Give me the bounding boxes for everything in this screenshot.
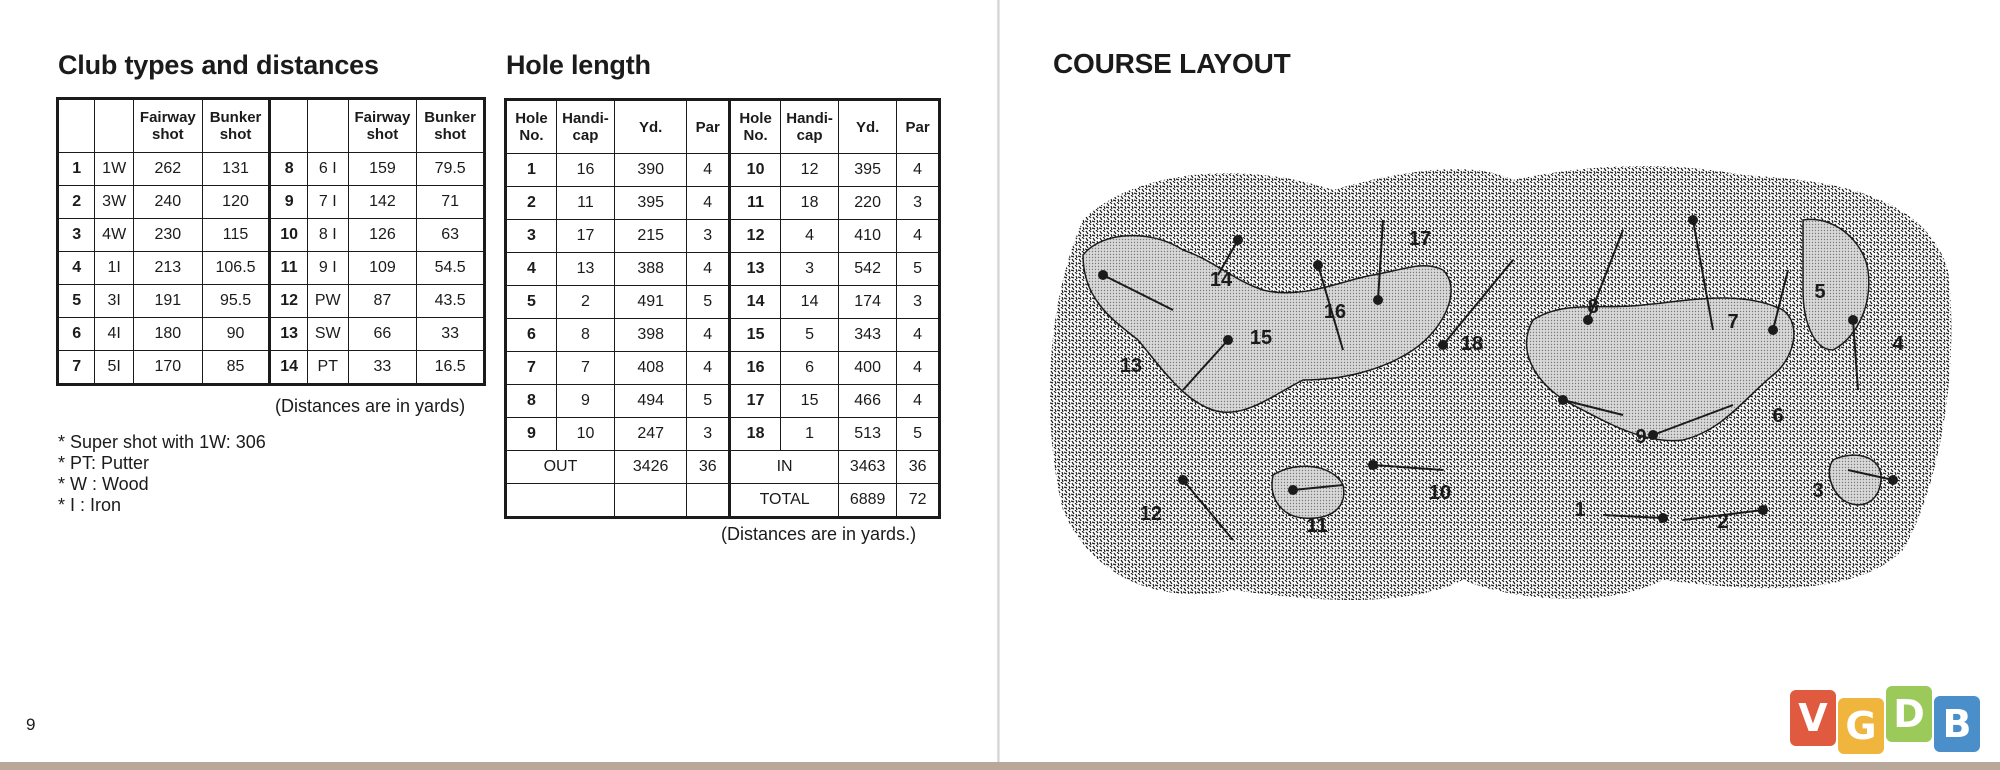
table-cell: 4	[687, 187, 730, 220]
table-cell: 16.5	[417, 351, 485, 385]
table-cell: PT	[307, 351, 348, 385]
table-cell: 1W	[95, 153, 134, 186]
table-cell: 95.5	[202, 285, 270, 318]
total-yardage: 6889	[839, 484, 897, 518]
table-cell: 12	[781, 154, 839, 187]
table-cell: 14	[781, 286, 839, 319]
footnote: * Super shot with 1W: 306	[58, 432, 266, 452]
table-cell: 3	[687, 418, 730, 451]
table-cell: 2	[506, 187, 557, 220]
table-cell: 7	[506, 352, 557, 385]
table-cell: 5	[781, 319, 839, 352]
table-cell: 10	[730, 154, 781, 187]
table-cell: 13	[270, 318, 308, 351]
hole-label: 2	[1717, 511, 1729, 533]
table-header	[95, 99, 134, 153]
table-header	[58, 99, 95, 153]
table-cell: 4	[897, 385, 940, 418]
total-label: TOTAL	[730, 484, 839, 518]
table-cell: 3	[781, 253, 839, 286]
hole-label: 4	[1892, 333, 1904, 355]
table-cell: 8	[270, 153, 308, 186]
table-cell: 390	[615, 154, 687, 187]
table-cell: 3	[687, 220, 730, 253]
table-cell: 4	[897, 154, 940, 187]
club-table-body	[58, 153, 485, 385]
table-header: Hole No.	[730, 100, 781, 154]
club-distance-table	[56, 97, 486, 386]
empty-cell	[687, 484, 730, 518]
table-row	[58, 186, 485, 219]
page-number: 9	[26, 715, 36, 734]
table-cell: 18	[781, 187, 839, 220]
table-row	[58, 153, 485, 186]
empty-cell	[506, 484, 615, 518]
table-cell: 5	[897, 253, 940, 286]
table-cell: 115	[202, 219, 270, 252]
table-row	[506, 352, 940, 385]
in-par: 36	[897, 451, 940, 484]
table-cell: 11	[270, 252, 308, 285]
table-row	[506, 451, 940, 484]
table-cell: 180	[134, 318, 203, 351]
table-cell: 17	[556, 220, 614, 253]
table-cell: 142	[348, 186, 417, 219]
hole-distance-note: (Distances are in yards.)	[721, 524, 917, 544]
table-cell: 126	[348, 219, 417, 252]
table-cell: SW	[307, 318, 348, 351]
table-cell: 542	[839, 253, 897, 286]
fairway-south	[1272, 466, 1344, 518]
table-cell: 90	[202, 318, 270, 351]
table-cell: 4W	[95, 219, 134, 252]
table-cell: 4	[897, 319, 940, 352]
table-cell: 131	[202, 153, 270, 186]
table-header: Bunker shot	[202, 99, 270, 153]
table-cell: 4	[897, 352, 940, 385]
table-cell: 12	[270, 285, 308, 318]
in-label: IN	[730, 451, 839, 484]
table-header	[307, 99, 348, 153]
table-cell: 4I	[95, 318, 134, 351]
table-row	[58, 252, 485, 285]
table-cell: 395	[839, 154, 897, 187]
table-cell: 400	[839, 352, 897, 385]
table-row	[506, 286, 940, 319]
table-row	[506, 154, 940, 187]
table-cell: 12	[730, 220, 781, 253]
table-cell: 1	[506, 154, 557, 187]
table-cell: 18	[730, 418, 781, 451]
table-header: Par	[687, 100, 730, 154]
table-cell: 4	[687, 154, 730, 187]
hole-label: 3	[1812, 480, 1824, 502]
hole-label: 14	[1209, 269, 1233, 291]
table-header: Yd.	[615, 100, 687, 154]
table-cell: 2	[556, 286, 614, 319]
table-cell: 85	[202, 351, 270, 385]
table-row	[58, 285, 485, 318]
table-cell: 9 I	[307, 252, 348, 285]
table-cell: 7	[556, 352, 614, 385]
hole-label: 17	[1408, 228, 1432, 250]
table-cell: 9	[506, 418, 557, 451]
table-cell: 4	[506, 253, 557, 286]
table-cell: 5	[687, 385, 730, 418]
table-cell: 159	[348, 153, 417, 186]
table-cell: 33	[417, 318, 485, 351]
table-cell: 4	[897, 220, 940, 253]
table-cell: 6 I	[307, 153, 348, 186]
table-cell: 215	[615, 220, 687, 253]
table-cell: 213	[134, 252, 203, 285]
table-header: Hole No.	[506, 100, 557, 154]
table-row	[506, 253, 940, 286]
table-header: Handi-cap	[781, 100, 839, 154]
table-cell: 262	[134, 153, 203, 186]
table-cell: 43.5	[417, 285, 485, 318]
table-cell: 466	[839, 385, 897, 418]
table-cell: 6	[781, 352, 839, 385]
table-cell: 79.5	[417, 153, 485, 186]
table-cell: 170	[134, 351, 203, 385]
table-cell: 230	[134, 219, 203, 252]
hole-label: 13	[1119, 355, 1143, 377]
hole-label: 12	[1139, 503, 1163, 525]
left-page	[0, 0, 998, 770]
table-cell: 1I	[95, 252, 134, 285]
table-cell: 10	[270, 219, 308, 252]
table-cell: 5	[58, 285, 95, 318]
table-cell: 6	[58, 318, 95, 351]
table-cell: 71	[417, 186, 485, 219]
table-cell: 14	[270, 351, 308, 385]
hole-label: 9	[1635, 426, 1647, 448]
footnote: * I : Iron	[58, 495, 122, 515]
table-header: Par	[897, 100, 940, 154]
table-cell: 2	[58, 186, 95, 219]
hole-table-header-row	[506, 100, 940, 154]
table-row	[58, 318, 485, 351]
table-cell: 395	[615, 187, 687, 220]
table-cell: 491	[615, 286, 687, 319]
table-cell: 5	[687, 286, 730, 319]
table-cell: 6	[506, 319, 557, 352]
vgdb-watermark-logo	[1790, 684, 1990, 754]
watermark-letter: G	[1838, 698, 1884, 754]
table-header: Yd.	[839, 100, 897, 154]
table-cell: 494	[615, 385, 687, 418]
table-header: Bunker shot	[417, 99, 485, 153]
hole-label: 11	[1306, 515, 1328, 537]
table-cell: 120	[202, 186, 270, 219]
page-bottom-edge	[0, 762, 2000, 770]
table-cell: 4	[58, 252, 95, 285]
table-row	[506, 319, 940, 352]
table-cell: 33	[348, 351, 417, 385]
total-par: 72	[897, 484, 940, 518]
table-cell: 8 I	[307, 219, 348, 252]
table-cell: 11	[730, 187, 781, 220]
table-row	[506, 385, 940, 418]
table-cell: 13	[556, 253, 614, 286]
course-layout-heading: COURSE LAYOUT	[1053, 48, 1291, 79]
table-cell: 4	[781, 220, 839, 253]
hole-label: 16	[1323, 301, 1347, 323]
hole-label: 6	[1772, 405, 1784, 427]
table-cell: 16	[556, 154, 614, 187]
table-cell: 54.5	[417, 252, 485, 285]
table-cell: 343	[839, 319, 897, 352]
table-cell: 87	[348, 285, 417, 318]
table-cell: 5	[897, 418, 940, 451]
watermark-letter: B	[1934, 696, 1980, 752]
table-cell: 4	[687, 319, 730, 352]
out-par: 36	[687, 451, 730, 484]
table-cell: 410	[839, 220, 897, 253]
table-cell: 174	[839, 286, 897, 319]
table-cell: 513	[839, 418, 897, 451]
empty-cell	[615, 484, 687, 518]
hole-length-table	[504, 98, 941, 519]
hole-label: 18	[1460, 333, 1484, 355]
hole-table-body	[506, 154, 940, 451]
table-cell: 247	[615, 418, 687, 451]
table-cell: 9	[556, 385, 614, 418]
table-row	[506, 220, 940, 253]
table-row	[506, 187, 940, 220]
table-cell: 8	[556, 319, 614, 352]
table-cell: PW	[307, 285, 348, 318]
table-cell: 191	[134, 285, 203, 318]
table-cell: 11	[556, 187, 614, 220]
table-row	[506, 418, 940, 451]
table-header: Fairway shot	[134, 99, 203, 153]
table-cell: 3	[897, 187, 940, 220]
table-cell: 1	[58, 153, 95, 186]
in-yardage: 3463	[839, 451, 897, 484]
hole-label: 8	[1587, 296, 1599, 318]
table-cell: 5I	[95, 351, 134, 385]
table-cell: 398	[615, 319, 687, 352]
table-cell: 220	[839, 187, 897, 220]
footnote: * W : Wood	[58, 474, 149, 494]
table-cell: 3	[897, 286, 940, 319]
table-row	[58, 351, 485, 385]
table-row	[58, 219, 485, 252]
table-cell: 17	[730, 385, 781, 418]
table-cell: 66	[348, 318, 417, 351]
table-cell: 106.5	[202, 252, 270, 285]
club-distance-note: (Distances are in yards)	[275, 396, 466, 416]
table-cell: 1	[781, 418, 839, 451]
table-header	[270, 99, 308, 153]
table-cell: 5	[506, 286, 557, 319]
club-types-heading: Club types and distances	[58, 50, 379, 80]
table-cell: 3I	[95, 285, 134, 318]
club-table-header-row	[58, 99, 485, 153]
out-label: OUT	[506, 451, 615, 484]
table-cell: 9	[270, 186, 308, 219]
watermark-letter: D	[1886, 686, 1932, 742]
table-cell: 7	[58, 351, 95, 385]
table-cell: 14	[730, 286, 781, 319]
table-cell: 63	[417, 219, 485, 252]
table-cell: 10	[556, 418, 614, 451]
table-cell: 7 I	[307, 186, 348, 219]
table-cell: 240	[134, 186, 203, 219]
table-cell: 3W	[95, 186, 134, 219]
hole-label: 10	[1428, 482, 1452, 504]
table-cell: 3	[58, 219, 95, 252]
table-cell: 3	[506, 220, 557, 253]
hole-label: 5	[1814, 281, 1826, 303]
table-cell: 8	[506, 385, 557, 418]
course-map	[1043, 160, 1959, 616]
table-cell: 408	[615, 352, 687, 385]
footnote: * PT: Putter	[58, 453, 150, 473]
table-header: Fairway shot	[348, 99, 417, 153]
table-cell: 15	[781, 385, 839, 418]
table-cell: 4	[687, 253, 730, 286]
table-cell: 388	[615, 253, 687, 286]
table-cell: 15	[730, 319, 781, 352]
hole-label: 7	[1727, 311, 1739, 333]
table-cell: 109	[348, 252, 417, 285]
table-cell: 13	[730, 253, 781, 286]
hole-length-heading: Hole length	[506, 50, 651, 80]
hole-label: 15	[1249, 327, 1273, 349]
out-yardage: 3426	[615, 451, 687, 484]
table-header: Handi-cap	[556, 100, 614, 154]
watermark-letter: V	[1790, 690, 1836, 746]
table-cell: 4	[687, 352, 730, 385]
table-cell: 16	[730, 352, 781, 385]
hole-label: 1	[1574, 499, 1586, 521]
table-row	[506, 484, 940, 518]
